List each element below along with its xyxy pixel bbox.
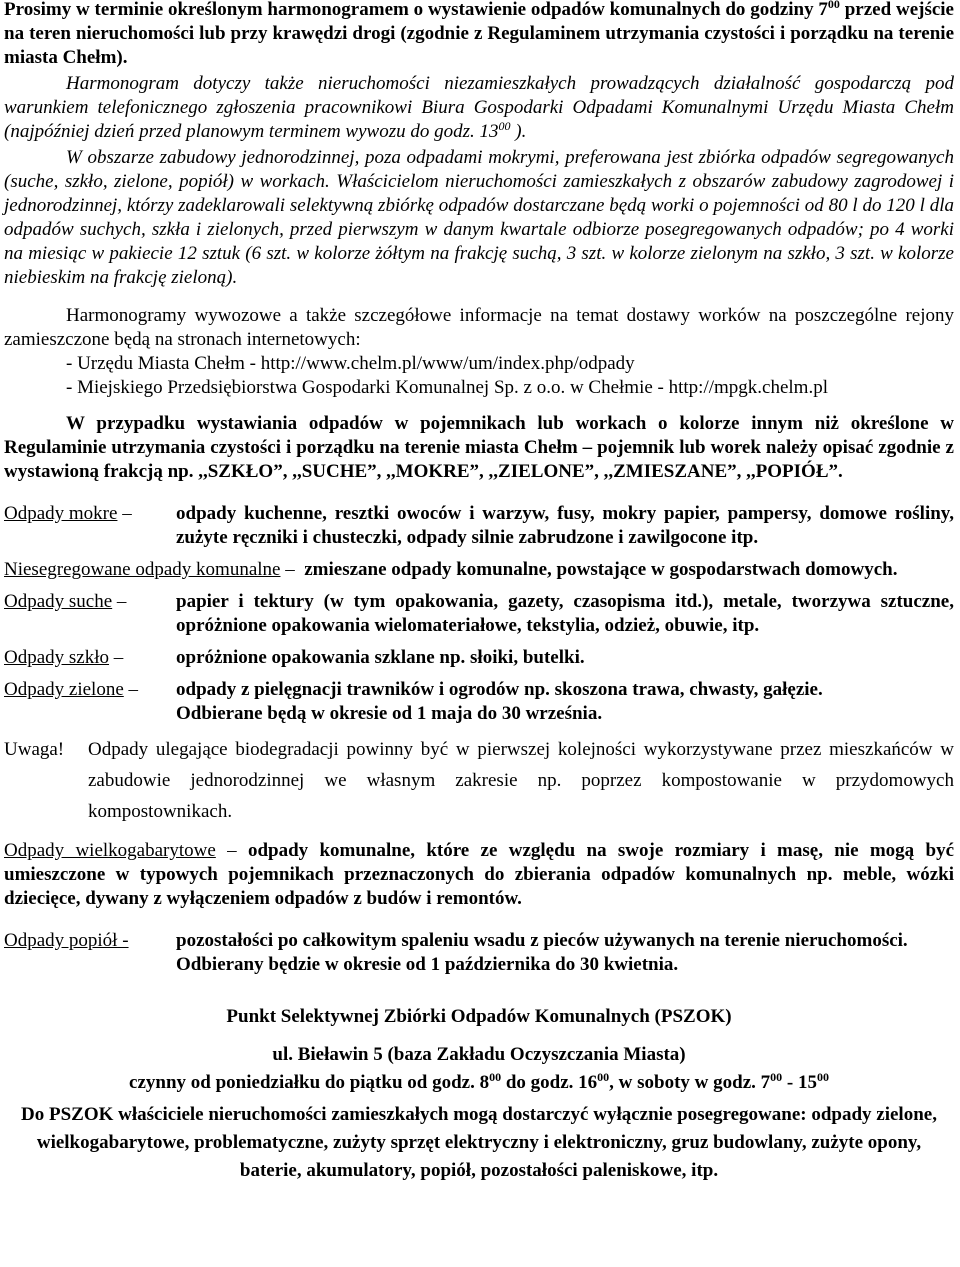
intro-paragraph-1 [4,0,954,70]
def-desc: odpady kuchenne, resztki owoców i warzyw, fusy, mokry papier, pampersy, domowe rośliny, zużyte ręczniki i chusteczki, odpady silnie zabrudzone i zawilgocone itp. [176,503,954,548]
def-zielone [4,678,954,726]
def-popiol [4,929,954,977]
superscript: 00 [770,1070,783,1084]
term-label: Odpady szkło [4,647,110,668]
def-niesegregowane [4,558,954,582]
link-um[interactable]: - Urzędu Miasta Chełm - http://www.chelm.pl/www/um/index.php/odpady [66,353,635,374]
hours-text: do godz. 16 [501,1072,598,1093]
document-page [4,0,954,1185]
def-desc [176,929,954,977]
intro-paragraph-5: W przypadku wystawiania odpadów w pojemnikach lub workach o kolorze innym niż określone w Regulaminie utrzymania czystości i porządku na terenie miasta Chełm – pojemnik lub worek należy opisać zgodnie z wystawioną frakcją np. ,,SZKŁO”, ,,SUCHE”, ,,MOKRE”, ,,ZIELONE”, ,,ZMIESZANE”, ,,POPIÓŁ”. [4,413,954,482]
superscript: 00 [827,0,840,11]
def-desc-text: odpady z pielęgnacji trawników i ogrodów np. skoszona trawa, chwasty, gałęzie. [176,679,823,700]
term-label: Odpady suche [4,591,113,612]
hours-text: czynny od poniedziałku do piątku od godz. 8 [129,1072,490,1093]
intro-text: Harmonogram dotyczy także nieruchomości niezamieszkałych prowadzących działalność gospodarczą pod warunkiem telefonicznego zgłoszenia pracownikowi Biura Gospodarki Odpadami Komunalnymi Urzędu Miasta Chełm (najpóźniej dzień przed planowym terminem wywozu do godz. 13 [4,73,954,142]
superscript: 00 [597,1070,610,1084]
hours-text: - 15 [782,1072,817,1093]
def-desc: opróżnione opakowania szklane np. słoiki, butelki. [176,647,585,668]
term-dash: – [215,840,237,861]
pszok-hours [4,1071,954,1095]
def-szklo [4,646,954,670]
intro-text: ). [510,121,527,142]
term-label: Odpady wielkogabarytowe [4,840,216,861]
intro-paragraph-3: W obszarze zabudowy jednorodzinnej, poza odpadami mokrymi, preferowana jest zbiórka odpadów segregowanych (suche, szkło, zielone, popiół) w workach. Właścicielom nieruchomości zamieszkałych z obszarów zabudowy zagrodowej i jednorodzinnej, którzy zadeklarowali selektywną zbiórkę odpadów dostarczane będą worki o pojemności od 80 l do 120 l dla odpadów suchych, szkła i zielonych, przed pierwszym w danym kwartale odbiorze posegregowanych odpadów; po 4 worki na miesiąc w pakiecie 12 sztuk (6 szt. w kolorze żółtym na frakcję suchą, 3 szt. w kolorze zielonym na szkło, 3 szt. w kolorze niebieskim na frakcję zieloną). [4,147,954,288]
term-dash: – [109,647,124,668]
intro-paragraph-2 [4,72,954,144]
term-dash: – [123,679,139,700]
def-desc-text: Odbierany będzie w okresie od 1 października do 30 kwietnia. [176,954,679,975]
def-desc-text: Odbierane będą w okresie od 1 maja do 30 września. [176,703,603,724]
uwaga-text: Odpady ulegające biodegradacji powinny być w pierwszej kolejności wykorzystywane przez mieszkańców w zabudowie jednorodzinnej we własnym zakresie np. poprzez kompostowanie w przydomowych kompostownikach. [88,739,954,822]
pszok-section [4,1005,954,1185]
def-desc [176,678,954,726]
def-desc: papier i tektury (w tym opakowania, gazety, czasopisma itd.), metale, tworzywa sztuczne, opróżnione opakowania wielomateriałowe, tekstylia, odzież, obuwie, itp. [176,591,954,636]
intro-text: Prosimy w terminie określonym harmonogramem o wystawienie odpadów komunalnych do godziny 7 [4,0,828,20]
term-dash: – [117,503,132,524]
def-suche [4,590,954,638]
term-label: Odpady zielone [4,679,124,700]
superscript: 00 [498,119,511,133]
intro-text: przed wejście na teren nieruchomości lub przy krawędzi drogi (zgodnie z Regulaminem utrzymania czystości i porządku na terenie miasta Chełm). [4,0,954,68]
term-label: Odpady popiół - [4,930,129,951]
uwaga-note [4,734,954,827]
pszok-address: ul. Bieławin 5 (baza Zakładu Oczyszczania Miasta) [272,1044,686,1065]
def-term [4,646,176,670]
intro-paragraph-4: Harmonogramy wywozowe a także szczegółowe informacje na temat dostawy worków na poszczególne rejony zamieszczone będą na stronach internetowych: [4,305,954,350]
def-wielkogabarytowe [4,839,954,911]
def-desc: zmieszane odpady komunalne, powstające w gospodarstwach domowych. [304,559,898,580]
def-term [4,678,176,726]
term-dash: – [112,591,127,612]
superscript: 00 [816,1070,829,1084]
hours-text: , w soboty w godz. 7 [609,1072,771,1093]
definitions-list [4,502,954,726]
uwaga-label: Uwaga! [4,739,65,760]
link-mpgk[interactable]: - Miejskiego Przedsiębiorstwa Gospodarki Komunalnej Sp. z o.o. w Chełmie - http://mpgk.chelm.pl [66,377,828,398]
def-line [4,839,954,911]
def-term [4,502,176,550]
def-line [4,558,954,582]
def-term [4,590,176,638]
pszok-final: Do PSZOK właściciele nieruchomości zamieszkałych mogą dostarczyć wyłącznie posegregowane: odpady zielone, wielkogabarytowe, problematyczne, zużyty sprzęt elektryczny i elektroniczny, gruz budowlany, zużyte opony, baterie, akumulatory, popiół, pozostałości paleniskowe, itp. [21,1104,937,1181]
pszok-title: Punkt Selektywnej Zbiórki Odpadów Komunalnych (PSZOK) [226,1006,732,1027]
def-desc-text: pozostałości po całkowitym spaleniu wsadu z pieców używanych na terenie nieruchomości. [176,930,908,951]
superscript: 00 [489,1070,502,1084]
term-label: Niesegregowane odpady komunalne [4,559,281,580]
def-desc: odpady komunalne, które ze względu na swoje rozmiary i masę, nie mogą być umieszczone w typowych pojemnikach przeznaczonych do zbierania odpadów komunalnych np. meble, wózki dziecięce, dywany z wyłączeniem odpadów z budów i remontów. [4,840,954,909]
term-dash: – [280,559,295,580]
def-mokre [4,502,954,550]
def-term [4,929,176,977]
term-label: Odpady mokre [4,503,118,524]
